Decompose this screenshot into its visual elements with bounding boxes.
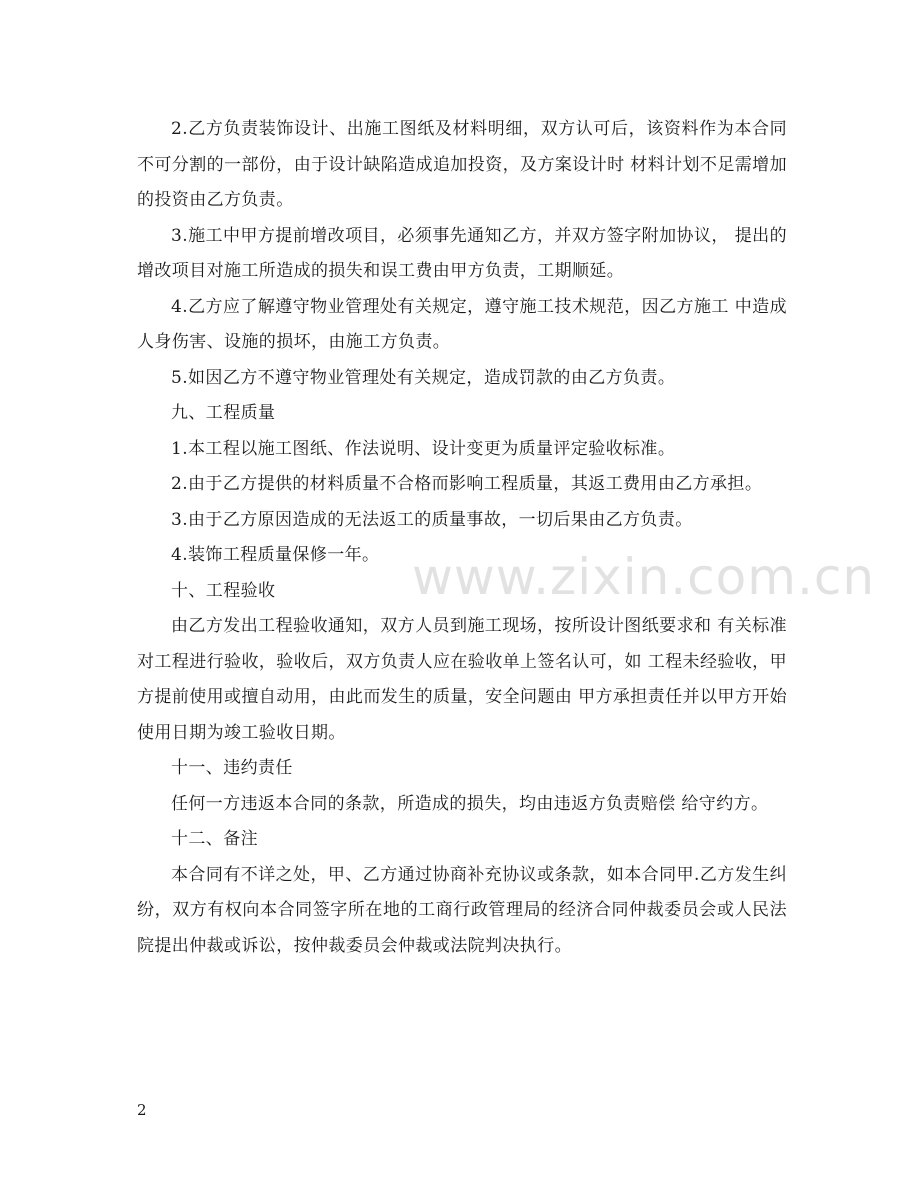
paragraph-clause-2-design: 2.乙方负责装饰设计、出施工图纸及材料明细，双方认可后，该资料作为本合同不可分割的一部份，由于设计缺陷造成追加投资，及方案设计时 材料计划不足需增加的投资由乙方负责。	[137, 119, 787, 210]
paragraph-liability: 任何一方违返本合同的条款，所造成的损失，均由违返方负责赔偿 给守约方。	[171, 793, 769, 814]
paragraph-acceptance: 由乙方发出工程验收通知，双方人员到施工现场，按所设计图纸要求和 有关标准对工程进行验收，验收后，双方负责人应在验收单上签名认可，如 工程未经验收，甲方提前使用或擅自动用，由此而发生的质量，安全问题由 甲方承担责任并以甲方开始使用日期为竣工验收日期。	[137, 616, 787, 743]
paragraph-clause-5-fines: 5.如因乙方不遵守物业管理处有关规定，造成罚款的由乙方负责。	[171, 367, 676, 388]
paragraph-quality-3: 3.由于乙方原因造成的无法返工的质量事故，一切后果由乙方负责。	[171, 509, 693, 530]
section-heading-acceptance: 十、工程验收	[171, 580, 276, 601]
paragraph-quality-2: 2.由于乙方提供的材料质量不合格而影响工程质量，其返工费用由乙方承担。	[171, 474, 763, 494]
section-heading-liability: 十一、违约责任	[171, 758, 293, 778]
paragraph-notes: 本合同有不详之处，甲、乙方通过协商补充协议或条款，如本合同甲.乙方发生纠纷，双方有权向本合同签字所在地的工商行政管理局的经济合同仲裁委员会或人民法院提出仲裁或诉讼，按仲裁委员会仲裁或法院判决执行。	[137, 864, 787, 956]
paragraph-quality-1: 1.本工程以施工图纸、作法说明、设计变更为质量评定验收标准。	[171, 438, 676, 459]
paragraph-quality-4: 4.装饰工程质量保修一年。	[171, 545, 380, 565]
section-heading-notes: 十二、备注	[171, 829, 258, 849]
page-number: 2	[137, 1101, 147, 1119]
section-heading-quality: 九、工程质量	[171, 403, 276, 423]
paragraph-clause-4-regulations: 4.乙方应了解遵守物业管理处有关规定，遵守施工技术规范，因乙方施工 中造成人身伤害、设施的损坏，由施工方负责。	[137, 296, 787, 352]
watermark: www.zixin.com.cn	[412, 548, 876, 606]
paragraph-clause-3-changes: 3.施工中甲方提前增改项目，必须事先通知乙方，并双方签字附加协议， 提出的增改项目对施工所造成的损失和误工费由甲方负责，工期顺延。	[137, 225, 787, 281]
document-body	[137, 112, 787, 964]
